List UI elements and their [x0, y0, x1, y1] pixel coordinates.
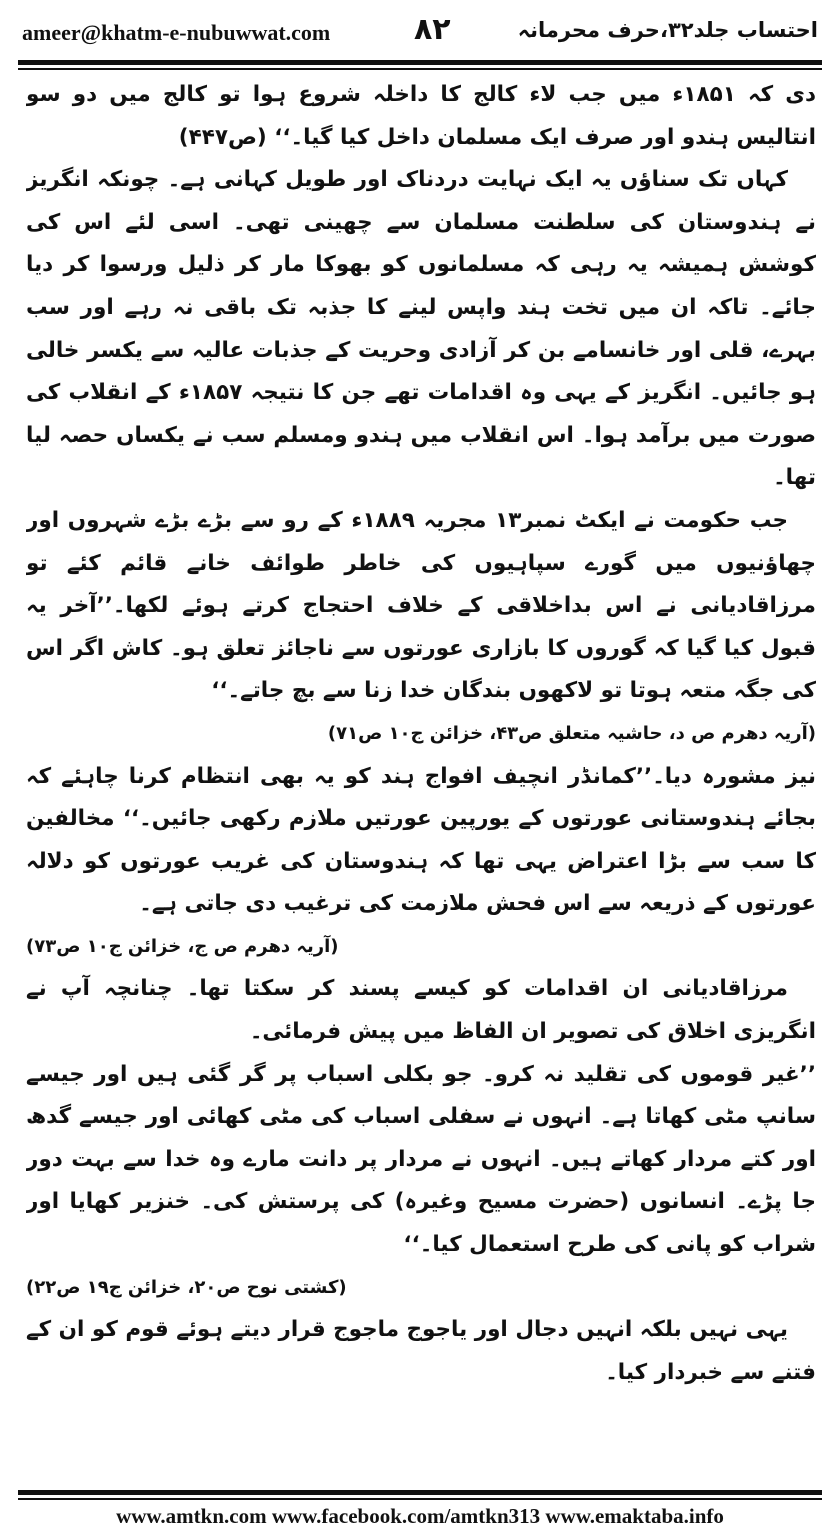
- paragraph-3: جب حکومت نے ایکٹ نمبر۱۳ مجریہ ۱۸۸۹ء کے رو سے بڑے بڑے شہروں اور چھاؤنیوں میں گورے سپاہیوں کی خاطر طوائف خانے قائم کئے تو مرزاقادیانی نے اس بداخلاقی کے خلاف احتجاج کرتے ہوئے لکھا۔’’آخر یہ قبول کیا گیا کہ گوروں کا بازاری عورتوں سے ناجائز تعلق ہو۔ کاش اگر اس کی جگہ متعہ ہوتا تو لاکھوں بندگان خدا زنا سے بچ جاتے۔‘‘: [26, 507, 816, 704]
- header-rule-thick: [18, 60, 822, 65]
- footer-links[interactable]: www.amtkn.com www.facebook.com/amtkn313 www.emaktaba.info: [116, 1504, 724, 1528]
- paragraph-4: نیز مشورہ دیا۔’’کمانڈر انچیف افواج ہند کو یہ بھی انتظام کرنا چاہئے کہ بجائے ہندوستانی عورتوں کے یورپین عورتیں ملازم رکھی جائیں۔‘‘ مخالفین کا سب سے بڑا اعتراض یہی تھا کہ ہندوستان کی غریب عورتوں کو دلالہ عورتوں کے ذریعہ سے اس فحش ملازمت کی ترغیب دی جاتی ہے۔: [26, 763, 816, 917]
- paragraph-5: مرزاقادیانی ان اقدامات کو کیسے پسند کر سکتا تھا۔ چنانچہ آپ نے انگریزی اخلاق کی تصویر ان الفاظ میں پیش فرمائی۔: [26, 976, 816, 1045]
- reference-arya-dharam-2: (آریہ دھرم ص ج، خزائن ج۱۰ ص۷۳): [26, 935, 339, 957]
- page-header: [22, 14, 818, 54]
- page-body: [26, 74, 816, 1454]
- paragraph-1: دی کہ ۱۸۵۱ء میں جب لاء کالج کا داخلہ شروع ہوا تو کالج میں دو سو انتالیس ہندو اور صرف ایک مسلمان داخل کیا گیا۔‘‘ (ص۴۴۷): [26, 82, 816, 150]
- page-number: ۸۲: [414, 12, 451, 47]
- reference-kashti-nooh: (کشتی نوح ص۲۰، خزائن ج۱۹ ص۲۲): [26, 1276, 347, 1298]
- book-title: احتساب جلد۳۲،حرف محرمانہ: [517, 18, 818, 42]
- paragraph-7: یہی نہیں بلکہ انہیں دجال اور یاجوج ماجوج قرار دیتے ہوئے قوم کو ان کے فتنے سے خبردار کیا۔: [26, 1317, 816, 1385]
- quote-paragraph: ’’غیر قوموں کی تقلید نہ کرو۔ جو بکلی اسباب پر گر گئی ہیں اور جیسے سانپ مٹی کھاتا ہے۔ انہوں نے سفلی اسباب کی مٹی کھائی اور جیسے گدھ اور کتے مردار کھاتے ہیں۔ انہوں نے مردار پر دانت مارے وہ خدا سے بہت دور جا پڑے۔ انسانوں (حضرت مسیح وغیرہ) کی پرستش کی۔ خنزیر کھایا اور شراب کو پانی کی طرح استعمال کیا۔‘‘: [26, 1061, 816, 1258]
- paragraph-2: کہاں تک سناؤں یہ ایک نہایت دردناک اور طویل کہانی ہے۔ چونکہ انگریز نے ہندوستان کی سلطنت مسلمان سے چھینی تھی۔ اسی لئے اس کی کوشش ہمیشہ یہ رہی کہ مسلمانوں کو بھوکا مار کر ذلیل ورسوا کر دیا جائے۔ تاکہ ان میں تخت ہند واپس لینے کا جذبہ تک باقی نہ رہے اور سب بہرے، قلی اور خانسامے بن کر آزادی وحریت کے جذبات عالیہ سے یکسر خالی ہو جائیں۔ انگریز کے یہی وہ اقدامات تھے جن کا نتیجہ ۱۸۵۷ء کے انقلاب کی صورت میں برآمد ہوا۔ اس انقلاب میں ہندو ومسلم سب نے یکساں حصہ لیا تھا۔: [26, 167, 816, 491]
- footer-rule-thin: [18, 1498, 822, 1500]
- header-email[interactable]: ameer@khatm-e-nubuwwat.com: [22, 20, 331, 45]
- reference-arya-dharam-1: (آریہ دھرم ص د، حاشیہ متعلق ص۴۳، خزائن ج۱۰ ص۷۱): [327, 722, 816, 744]
- footer-rule-thick: [18, 1490, 822, 1495]
- header-rule-thin: [18, 68, 822, 70]
